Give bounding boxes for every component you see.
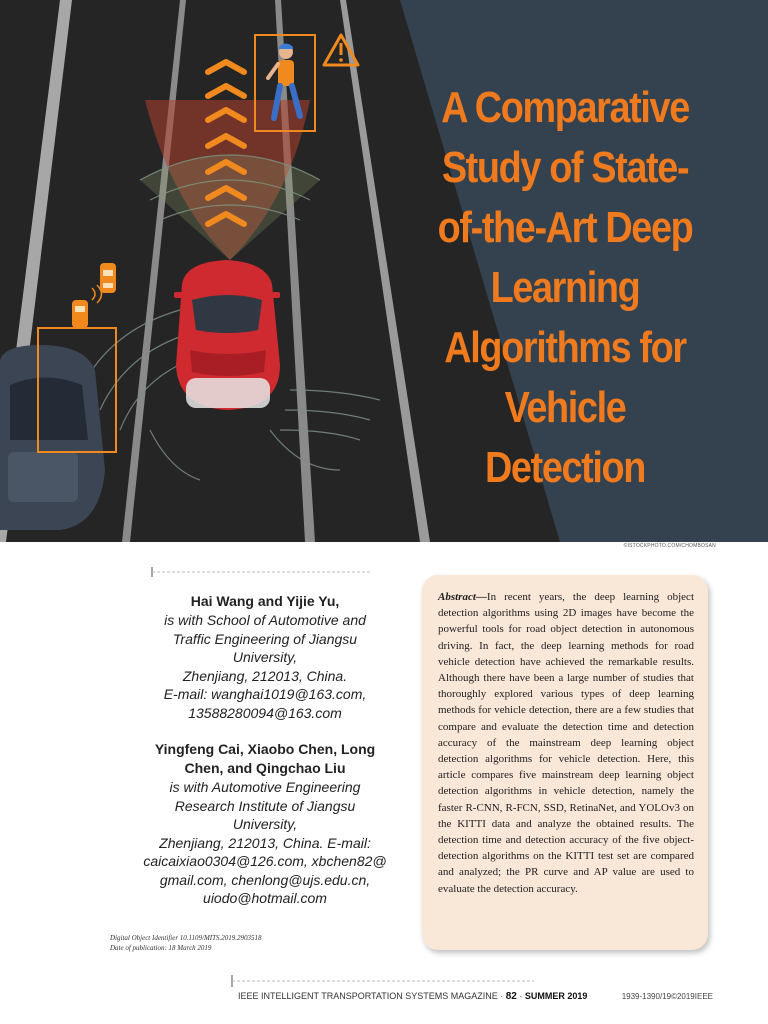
red-car bbox=[174, 260, 280, 410]
doi-block bbox=[110, 933, 262, 953]
affiliation-line: Traffic Engineering of Jiangsu bbox=[172, 630, 358, 647]
decorative-rule-top bbox=[150, 567, 372, 577]
issue-season: SUMMER 2019 bbox=[524, 991, 588, 1001]
author-affiliation-1 bbox=[112, 611, 418, 722]
affiliation-line: Zhenjiang, 212013, China. E-mail: bbox=[159, 834, 371, 851]
author-name-line: Yingfeng Cai, Xiaobo Chen, Long bbox=[154, 741, 376, 757]
email-line: uiodo@hotmail.com bbox=[203, 890, 327, 906]
footer-separator: · bbox=[500, 991, 506, 1001]
affiliation-line: is with Automotive Engineering bbox=[169, 779, 361, 795]
publication-date: Date of publication: 18 March 2019 bbox=[110, 944, 212, 952]
signal-arcs bbox=[92, 285, 102, 303]
abstract-text: In recent years, the deep learning object detection algorithms using 2D images have become the powerful tools for road object detection in autonomous driving. In fact, the deep learning methods for road vehicle detection have achieved the remarkable results. Although there have been a large number of studies that thoroughly explored various types of deep learning methods for vehicle detection, there are a few studies that compare and evaluate the detection time and detection accuracy of the mainstream deep learning object detection algorithms for vehicle detection. Here, this article compares five mainstream deep learning object detection algorithms in vehicle detection, namely the faster R-CNN, R-FCN, SSD, RetinaNet, and YOLOv3 on the KITTI data and analyze the obtained results. The detection time and detection accuracy of the five object-detection algorithms on the KITTI test set are compared and analyzed; the PR curve and AP value are used to evaluate the detection accuracy. bbox=[438, 591, 694, 895]
article-title: A Comparative Study of State-of-the-Art Deep Learning Algorithms for Vehicle Detection bbox=[437, 83, 693, 492]
author-affiliation-2 bbox=[112, 778, 418, 908]
author-block bbox=[112, 592, 418, 908]
abstract-box bbox=[422, 575, 708, 950]
email-line: caicaixiao0304@126.com, xbchen82@ bbox=[143, 853, 387, 869]
issn-copyright: 1939-1390/19©2019IEEE bbox=[621, 992, 713, 1001]
email-line: gmail.com, chenlong@ujs.edu.cn, bbox=[159, 871, 371, 888]
page-number: 82 bbox=[505, 991, 517, 1002]
decorative-rule-bottom bbox=[230, 975, 536, 987]
affiliation-line: University, bbox=[232, 816, 298, 832]
distant-car-2 bbox=[72, 300, 88, 328]
dark-car bbox=[0, 345, 105, 530]
distant-car-1 bbox=[100, 263, 116, 293]
lane-line-far bbox=[340, 0, 430, 542]
affiliation-line: University, bbox=[232, 649, 298, 665]
lane-line-center bbox=[122, 0, 186, 542]
email-line: E-mail: wanghai1019@163.com, bbox=[163, 686, 367, 702]
affiliation-line: is with School of Automotive and bbox=[164, 612, 366, 628]
author-names-2 bbox=[112, 740, 418, 778]
abstract-label: Abstract— bbox=[438, 591, 487, 603]
photo-credit: ©ISTOCKPHOTO.COM/CHOMBOSAN bbox=[623, 543, 716, 549]
author-names-1: Hai Wang and Yijie Yu, bbox=[190, 593, 340, 609]
affiliation-line: Zhenjiang, 212013, China. bbox=[182, 667, 348, 684]
abstract-paragraph bbox=[438, 589, 694, 897]
author-name-line: Chen, and Qingchao Liu bbox=[184, 760, 346, 776]
email-line: 13588280094@163.com bbox=[188, 704, 342, 721]
magazine-name: IEEE INTELLIGENT TRANSPORTATION SYSTEMS MAGAZINE bbox=[238, 991, 498, 1001]
page-footer bbox=[238, 991, 587, 1002]
affiliation-line: Research Institute of Jiangsu bbox=[174, 797, 356, 814]
footer-separator: · bbox=[519, 991, 525, 1001]
doi-identifier: Digital Object Identifier 10.1109/MITS.2019.2903518 bbox=[110, 934, 262, 942]
